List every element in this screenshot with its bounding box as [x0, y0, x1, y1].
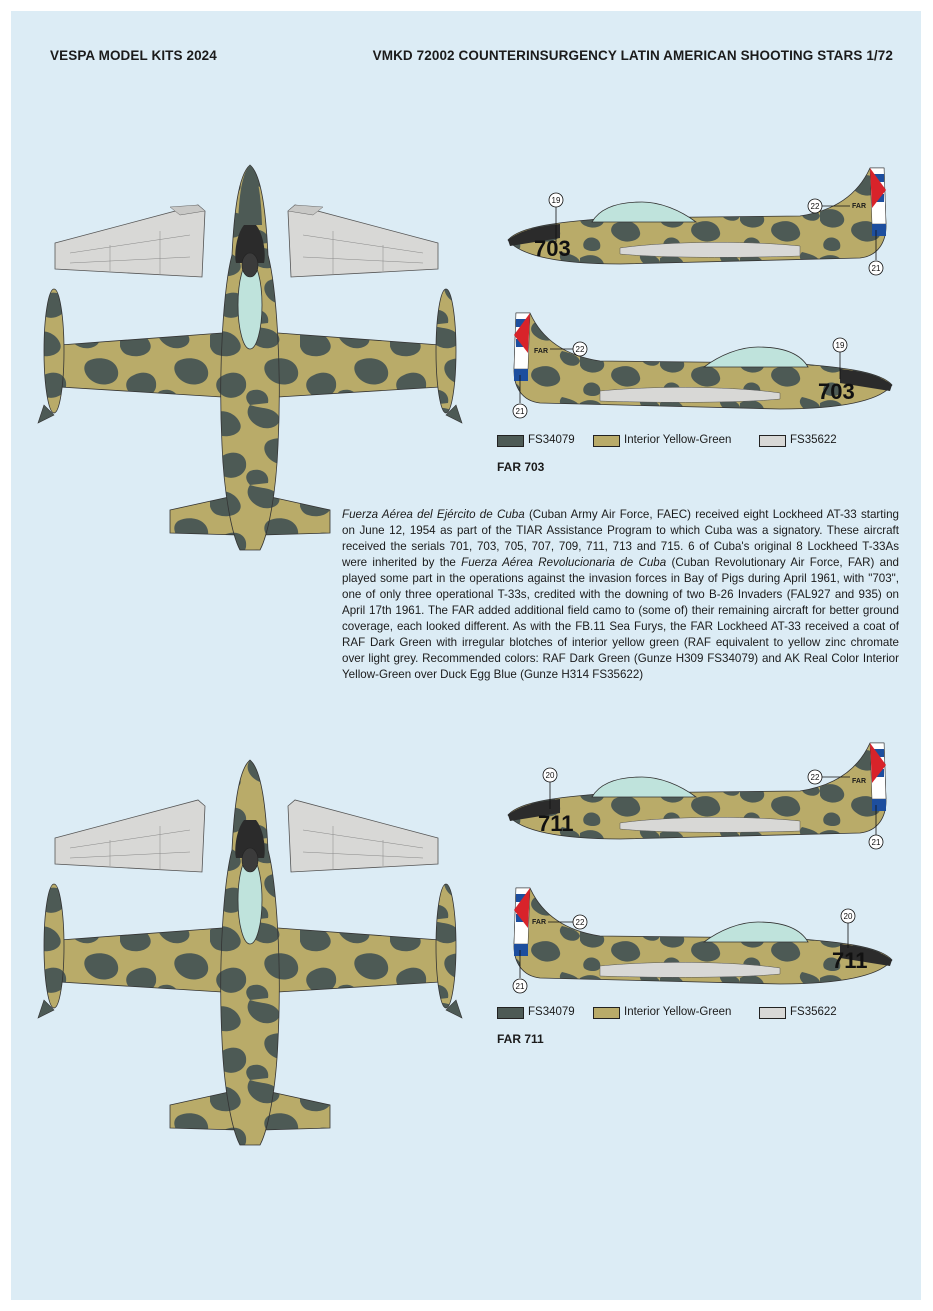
side-view-right-703 [500, 305, 900, 425]
plan-view-aircraft-711 [30, 760, 470, 1150]
canopy-side [704, 347, 808, 367]
fuselage [221, 760, 280, 1145]
decal-callout-nose: 20 [545, 771, 555, 780]
decal-callout-tail-flag: 21 [871, 838, 881, 847]
decal-callout-tail-marking: 22 [810, 202, 820, 211]
canopy-side [592, 777, 696, 797]
plan-view-aircraft-703 [30, 165, 470, 555]
serial-number: 703 [534, 236, 571, 261]
side-view-left-711 [500, 735, 900, 855]
decal-callout-tail-flag: 21 [515, 982, 525, 991]
swatch-light-grey-icon [759, 1007, 786, 1019]
tail-far-text: FAR [852, 203, 866, 210]
decal-callout-tail-flag: 21 [871, 264, 881, 273]
serial-number: 711 [538, 811, 574, 836]
side-view-right-711 [500, 880, 900, 1000]
kit-title: VMKD 72002 COUNTERINSURGENCY LATIN AMERICAN SHOOTING STARS 1/72 [372, 48, 893, 63]
decal-callout-tail-flag: 21 [515, 407, 525, 416]
underside-wing-right [288, 205, 438, 277]
decal-callout-tail-marking: 22 [575, 918, 585, 927]
underside-wing-left [55, 205, 205, 277]
underside-wing-right [288, 800, 438, 872]
serial-number: 703 [818, 379, 855, 404]
history-description: Fuerza Aérea del Ejército de Cuba (Cuban Army Air Force, FAEC) received eight Lockheed AT-33 starting on June 12, 1954 as part of the TIAR Assistance Program to which Cuba was a signatory. These aircraft received the serials 701, 703, 705, 707, 709, 711, 713 and 715. 6 of Cuba's original 8 Lockheed T-33As were inherited by the Fuerza Aérea Revolucionaria de Cuba (Cuban Revolutionary Air Force, FAR) and played some part in the operations against the invasion forces in Bay of Pigs during April 1961, with "703", one of only three operational T-33s, credited with the downing of two B-26 Invaders (FAL927 and 935) on April 17th 1961. The FAR added additional field camo to (some of) their remaining aircraft for better ground coverage, each looked different. As with the FB.11 Sea Furys, the FAR Lockheed AT-33 received a coat of RAF Dark Green with irregular blotches of interior yellow green (RAF equivalent to yellow zinc chromate over light grey. Recommended colors: RAF Dark Green (Gunze H309 FS34079) and AK Real Color Interior Yellow-Green over Duck Egg Blue (Gunze H314 FS35622) [342, 508, 899, 681]
aircraft-title: FAR 711 [497, 1032, 544, 1046]
swatch-light-grey-icon [759, 435, 786, 447]
decal-callout-nose: 19 [551, 196, 561, 205]
tail-far-text: FAR [534, 348, 548, 355]
decal-callout-nose: 20 [843, 912, 853, 921]
underside-wing-left [55, 800, 205, 872]
decal-callout-nose: 19 [835, 341, 845, 350]
swatch-dark-green-icon [497, 1007, 524, 1019]
serial-number: 711 [832, 948, 868, 973]
aircraft-title: FAR 703 [497, 460, 545, 474]
swatch-yellow-green-icon [593, 435, 620, 447]
brand-title: VESPA MODEL KITS 2024 [50, 48, 217, 63]
swatch-yellow-green-icon [593, 1007, 620, 1019]
tail-far-text: FAR [532, 919, 546, 926]
side-view-left-703 [500, 160, 900, 280]
tail-far-text: FAR [852, 778, 866, 785]
canopy-side [592, 202, 696, 222]
canopy-side [704, 922, 808, 942]
decal-callout-tail-marking: 22 [575, 345, 585, 354]
decal-callout-tail-marking: 22 [810, 773, 820, 782]
swatch-dark-green-icon [497, 435, 524, 447]
